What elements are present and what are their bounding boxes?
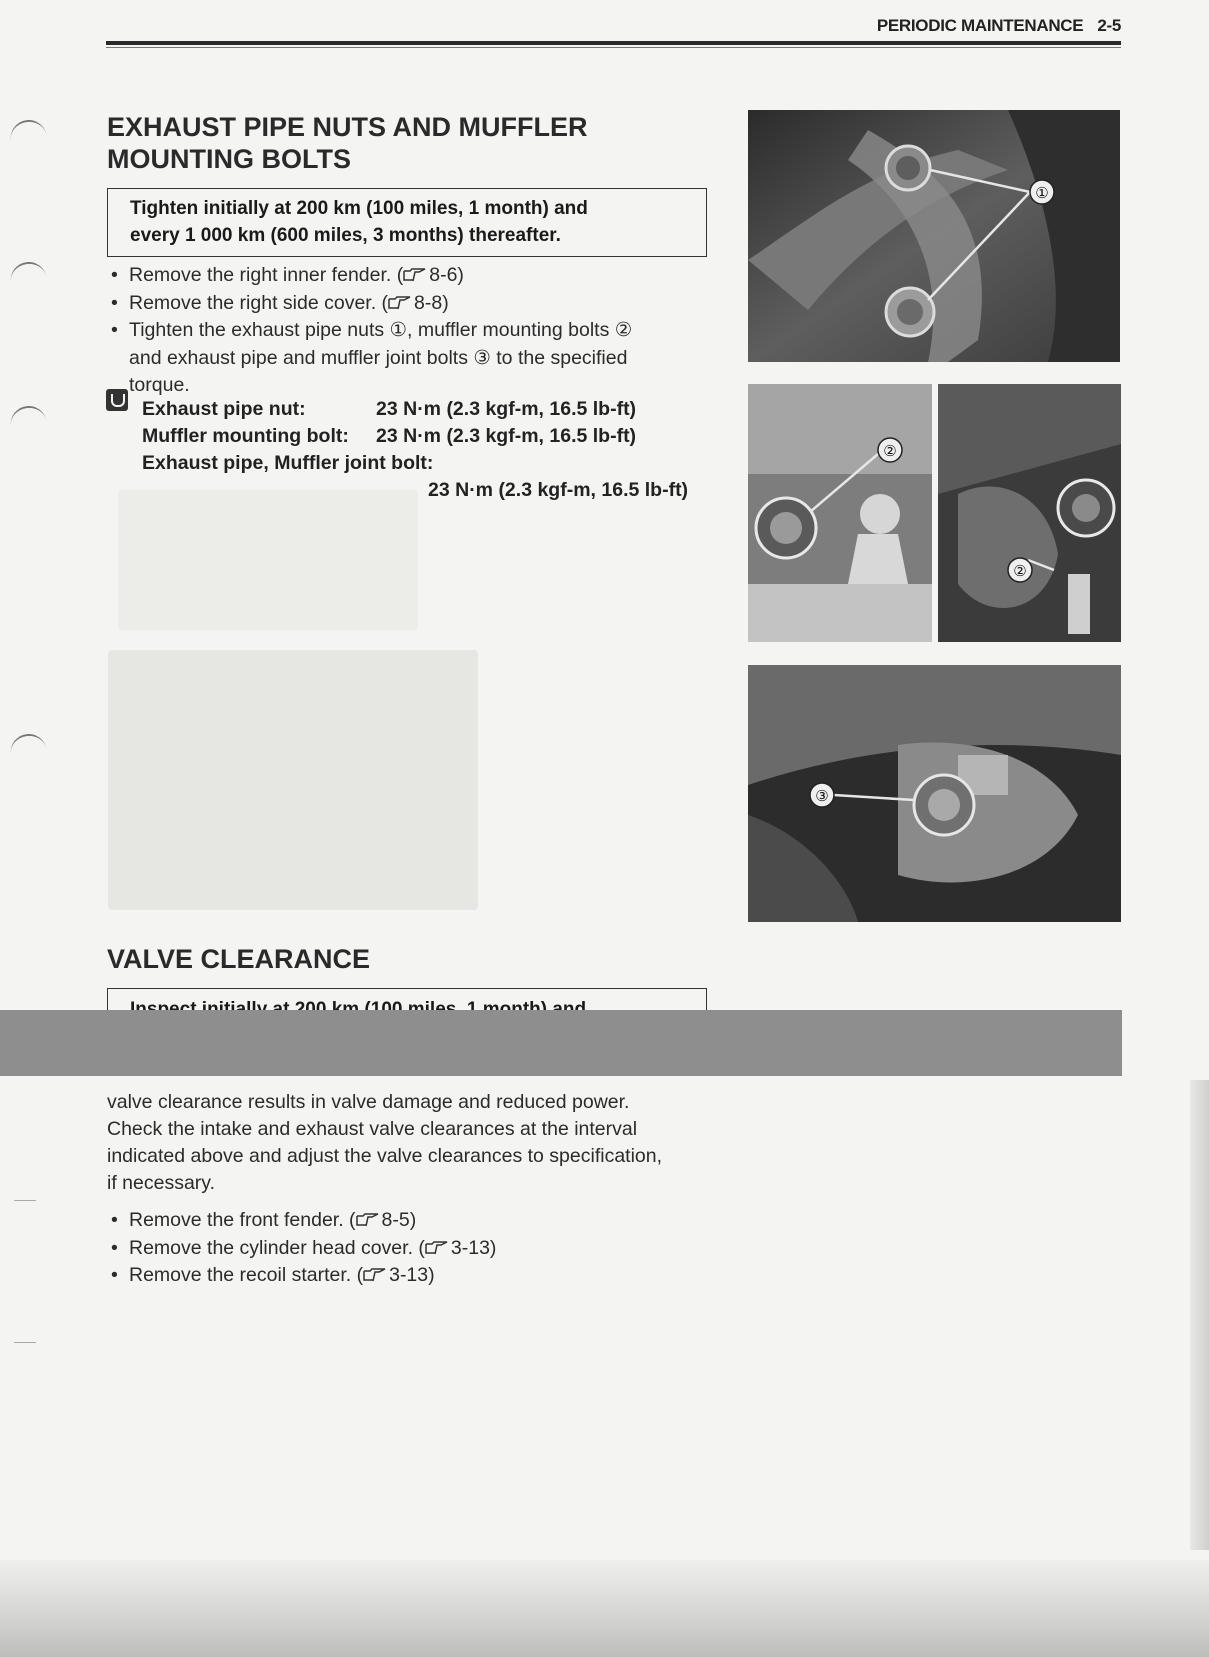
step-text: Tighten the exhaust pipe nuts ①, muffler mounting bolts ② — [129, 319, 633, 341]
reference-pointing-hand-icon — [356, 1213, 380, 1227]
step-text: Remove the right side cover. ( — [129, 291, 389, 314]
page-number: 2-5 — [1097, 16, 1121, 35]
exhaust-steps — [107, 262, 717, 400]
reference-pointing-hand-icon — [403, 268, 427, 282]
callout-2: ② — [1013, 562, 1027, 580]
torque-label: Muffler mounting bolt: — [142, 425, 349, 447]
torque-value: 23 N·m (2.3 kgf-m, 16.5 lb-ft) — [428, 479, 689, 501]
reference-page: 3-13) — [389, 1264, 435, 1286]
bleed-through-shadow — [118, 490, 418, 630]
reference-pointing-hand-icon — [388, 296, 412, 310]
valve-paragraph — [107, 1089, 662, 1197]
step-text: Remove the recoil starter. ( — [129, 1264, 364, 1286]
interval-line: Tighten initially at 200 km (100 miles, 1 month) and — [130, 198, 588, 219]
binder-mark — [8, 732, 47, 763]
header-section: PERIODIC MAINTENANCE — [876, 16, 1084, 35]
list-item — [107, 317, 717, 400]
margin-mark — [14, 1200, 36, 1201]
reference-page: 8-5) — [381, 1209, 417, 1231]
paragraph-line: if necessary. — [107, 1172, 216, 1194]
torque-value: 23 N·m (2.3 kgf-m, 16.5 lb-ft) — [376, 425, 637, 447]
reference-page: 3-13) — [450, 1236, 497, 1259]
list-item — [107, 262, 717, 290]
step-text: Remove the right inner fender. ( — [129, 264, 404, 286]
paragraph-line: valve clearance results in valve damage and reduced power. — [107, 1091, 630, 1113]
reference-page: 8-6) — [429, 264, 464, 286]
header-rule — [106, 41, 1121, 45]
step-text: torque. — [129, 374, 190, 396]
torque-value: 23 N·m (2.3 kgf-m, 16.5 lb-ft) — [376, 398, 637, 420]
valve-steps — [107, 1207, 717, 1290]
bleed-through-image — [108, 650, 478, 910]
binder-mark — [8, 118, 47, 149]
section-title-exhaust — [107, 111, 588, 175]
scan-occlusion-bar — [0, 1010, 1122, 1076]
list-item — [107, 290, 717, 318]
photo-muffler-bolt-left — [748, 384, 932, 642]
step-text: and exhaust pipe and muffler joint bolts ③ to the specified — [129, 346, 628, 369]
paragraph-line: Check the intake and exhaust valve clearances at the interval — [107, 1118, 638, 1140]
list-item — [107, 1235, 717, 1263]
list-item — [107, 1262, 717, 1290]
callout-1: ① — [1035, 184, 1049, 202]
title-line: EXHAUST PIPE NUTS AND MUFFLER — [107, 112, 588, 142]
section-title-valve: VALVE CLEARANCE — [107, 944, 371, 974]
scan-bottom-shadow — [0, 1560, 1209, 1657]
header-rule-thin — [106, 47, 1121, 48]
binder-mark — [8, 260, 47, 291]
margin-mark — [14, 1342, 36, 1343]
page-edge-shadow — [1190, 1080, 1209, 1550]
title-line: MOUNTING BOLTS — [107, 144, 351, 174]
reference-page: 8-8) — [414, 291, 449, 314]
paragraph-line: indicated above and adjust the valve clearances to specification, — [107, 1145, 663, 1167]
photo-muffler-bolt-right — [938, 384, 1121, 642]
step-text: Remove the cylinder head cover. ( — [129, 1236, 425, 1259]
callout-3: ③ — [815, 787, 829, 805]
photo-exhaust-pipe-nuts — [748, 110, 1120, 362]
reference-pointing-hand-icon — [363, 1268, 387, 1282]
photo-joint-bolt — [748, 665, 1121, 922]
binder-mark — [8, 404, 47, 435]
torque-label: Exhaust pipe nut: — [142, 398, 306, 420]
torque-label: Exhaust pipe, Muffler joint bolt: — [142, 452, 434, 474]
interval-line: every 1 000 km (600 miles, 3 months) thereafter. — [130, 225, 561, 246]
list-item — [107, 1207, 717, 1235]
running-header — [877, 16, 1121, 36]
interval-box-exhaust — [107, 188, 707, 257]
step-text: Remove the front fender. ( — [129, 1209, 356, 1231]
reference-pointing-hand-icon — [425, 1241, 449, 1255]
torque-wrench-icon — [106, 389, 128, 411]
callout-2: ② — [883, 442, 897, 460]
